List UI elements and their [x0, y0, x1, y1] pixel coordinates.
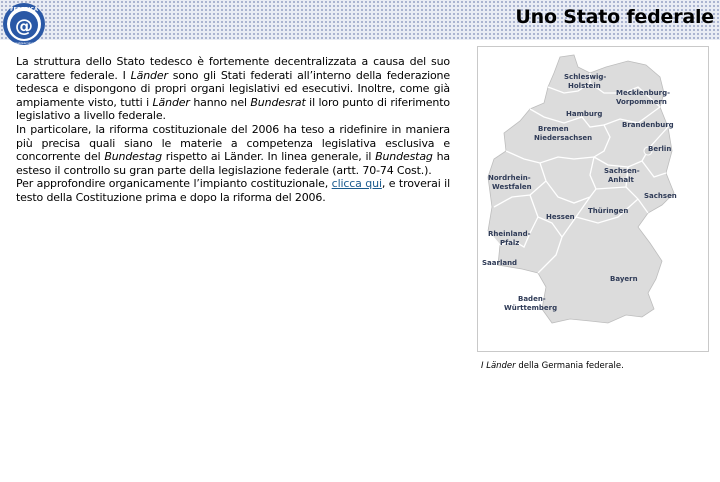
label-nordrhein: Nordrhein-	[488, 174, 531, 182]
p1-text-d: il loro punto di riferimento legislativo a livello federale.	[16, 95, 450, 123]
label-sachsen-anhalt-2: Anhalt	[608, 176, 634, 184]
p1-text-c: hanno nel	[189, 95, 251, 109]
paragraph-2	[16, 123, 450, 177]
label-hessen: Hessen	[546, 213, 575, 221]
label-mecklenburg: Mecklenburg-	[616, 89, 671, 97]
label-berlin: Berlin	[648, 145, 672, 153]
p2-text-a: In particolare, la riforma costituzionale del 2006 ha teso a ridefinire in maniera più precisa quali siano le materie a competenza legislativa esclusiva e concorrente del	[16, 122, 450, 164]
label-rheinland: Rheinland-	[488, 230, 531, 238]
label-pfalz: Pfalz	[500, 239, 520, 247]
label-wuerttemberg: Württemberg	[504, 304, 558, 312]
germany-map	[477, 46, 709, 352]
p1-laender: Länder	[130, 68, 168, 82]
label-sachsen-anhalt-1: Sachsen-	[604, 167, 640, 175]
p2-bundestag: Bundestag	[104, 150, 162, 164]
p3-text-b: , e troverai il testo della Costituzione prima e dopo la riforma del 2006.	[16, 177, 450, 204]
label-niedersachsen: Niedersachsen	[534, 134, 593, 142]
main-text	[16, 55, 450, 205]
label-thueringen: Thüringen	[588, 207, 629, 215]
label-holstein: Holstein	[568, 82, 601, 90]
label-westfalen: Westfalen	[492, 183, 532, 191]
paragraph-1	[16, 55, 450, 123]
label-bremen: Bremen	[538, 125, 569, 133]
header-bar	[0, 0, 720, 45]
label-baden: Baden-	[518, 295, 546, 303]
p2-text-c: ha esteso il controllo su gran parte della legislazione federale (artt. 70-74 Cost.).	[16, 150, 450, 177]
federica-logo	[2, 2, 46, 46]
paragraph-3	[16, 177, 450, 204]
p3-text-a: Per approfondire organicamente l’impianto costituzionale,	[16, 177, 332, 191]
svg-text:@: @	[15, 16, 33, 37]
p1-text-a: La struttura dello Stato tedesco è fortemente decentralizzata a causa del suo carattere federale. I	[16, 55, 450, 82]
label-bayern: Bayern	[610, 275, 638, 283]
label-hamburg: Hamburg	[566, 110, 603, 118]
p1-bundesrat: Bundesrat	[250, 95, 306, 109]
label-brandenburg: Brandenburg	[622, 121, 674, 129]
p1-laender-2: Länder	[152, 95, 190, 109]
map-caption	[481, 361, 624, 371]
label-vorpommern: Vorpommern	[616, 98, 667, 106]
caption-laender: I Länder	[481, 361, 516, 371]
p1-text-b: sono gli Stati federati all’interno della federazione tedesca e dispongono di propri organi legislativi ed esecutivi. Inoltre, come già ampiamente visto, tutti i	[16, 68, 451, 109]
clicca-qui-link[interactable]: clicca qui	[331, 177, 382, 191]
p2-text-b: rispetto ai Länder. In linea generale, il	[161, 150, 376, 164]
label-saarland: Saarland	[482, 259, 518, 267]
logo-subtext: weblearning	[14, 41, 34, 45]
label-schleswig: Schleswig-	[564, 73, 607, 81]
logo-text: FEDERICA	[10, 7, 38, 13]
p2-bundestag-2: Bundestag	[375, 150, 433, 164]
caption-text: della Germania federale.	[515, 361, 624, 371]
label-sachsen: Sachsen	[644, 192, 677, 200]
germany-map-svg	[478, 47, 708, 351]
page-title: Uno Stato federale	[515, 6, 714, 28]
